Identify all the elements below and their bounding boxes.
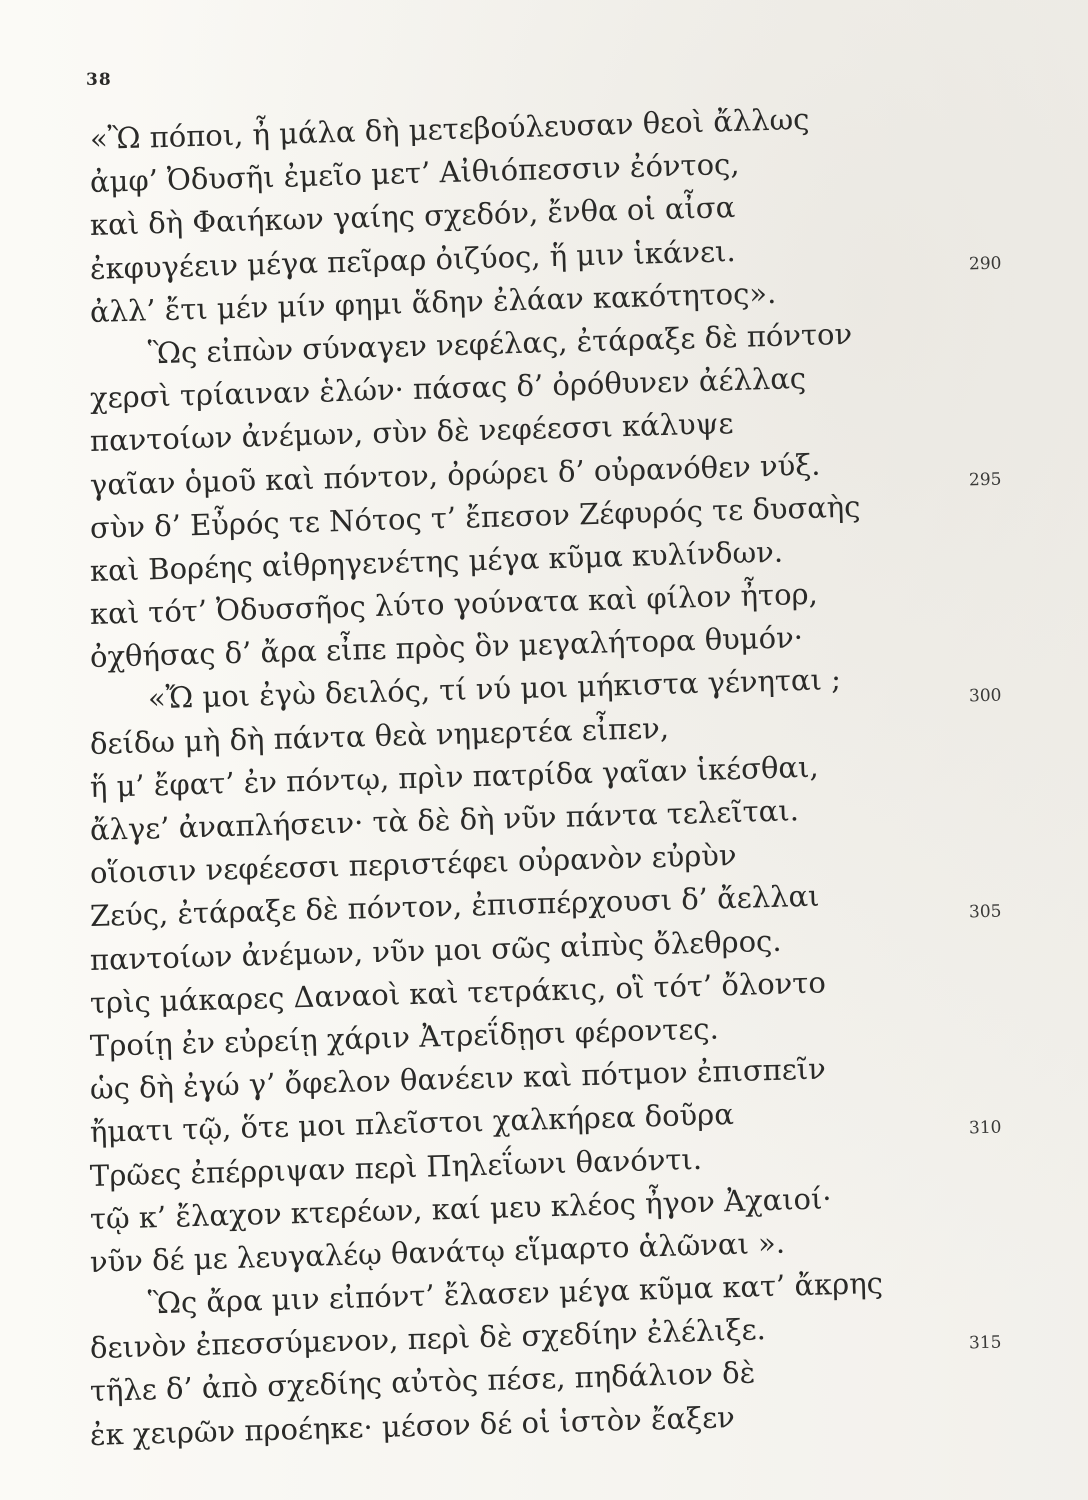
verse-text: Ὣς εἰπὼν σύναγεν νεφέλας, ἐτάραξε δὲ πόντον bbox=[147, 316, 853, 371]
verse-text: δεινὸν ἐπεσσύμενον, περὶ δὲ σχεδίην ἐλέλιξε. bbox=[89, 1312, 767, 1366]
verse-text: ἐκφυγέειν μέγα πεῖραρ ὀιζύος, ἥ μιν ἱκάνει. bbox=[89, 233, 737, 286]
verse-text: καὶ Βορέης αἰθρηγενέτης μέγα κῦμα κυλίνδων. bbox=[89, 534, 784, 588]
verse-text: «Ὤ μοι ἐγὼ δειλός, τί νύ μοι μήκιστα γένηται ; bbox=[147, 662, 842, 716]
verse-text: ὀχθήσας δ’ ἄρα εἶπε πρὸς ὃν μεγαλήτορα θυμόν· bbox=[89, 620, 804, 675]
verse-text: Ὣς ἄρα μιν εἰπόντ’ ἔλασεν μέγα κῦμα κατ’ ἄκρης bbox=[147, 1265, 884, 1321]
line-number: 310 bbox=[968, 1117, 1002, 1139]
verse-text: χερσὶ τρίαιναν ἑλών· πάσας δ’ ὀρόθυνεν ἀέλλας bbox=[89, 361, 807, 416]
verse-text: ἤματι τῷ, ὅτε μοι πλεῖστοι χαλκήρεα δοῦρα bbox=[89, 1097, 735, 1150]
verse-text: σὺν δ’ Εὖρός τε Νότος τ’ ἔπεσον Ζέφυρός τε δυσαὴς bbox=[89, 489, 861, 545]
line-number: 315 bbox=[968, 1333, 1002, 1355]
verse-text: ἥ μ’ ἔφατ’ ἐν πόντῳ, πρὶν πατρίδα γαῖαν ἱκέσθαι, bbox=[89, 749, 820, 804]
verse-text: παντοίων ἀνέμων, σὺν δὲ νεφέεσσι κάλυψε bbox=[89, 406, 734, 459]
verse-text: ἀλλ’ ἔτι μέν μίν φημι ἅδην ἐλάαν κακότητος». bbox=[89, 275, 777, 329]
verse-text: τρὶς μάκαρες Δαναοὶ καὶ τετράκις, οἳ τότ’ ὄλοντο bbox=[89, 965, 827, 1020]
verse-text: ἐκ χειρῶν προέηκε· μέσον δέ οἱ ἱστὸν ἔαξεν bbox=[89, 1399, 736, 1452]
line-number: 300 bbox=[968, 685, 1002, 707]
verse-text: οἵοισιν νεφέεσσι περιστέφει οὐρανὸν εὐρὺν bbox=[89, 838, 737, 891]
verse-text: Τροίῃ ἐν εὐρείῃ χάριν Ἀτρεΐδῃσι φέροντες. bbox=[89, 1011, 720, 1063]
verse-text: Ζεύς, ἐτάραξε δὲ πόντον, ἐπισπέρχουσι δ’ ἄελλαι bbox=[89, 879, 820, 934]
verse-text: «Ὢ πόποι, ἦ μάλα δὴ μετεβούλευσαν θεοὶ ἄλλως bbox=[89, 101, 810, 156]
line-number: 290 bbox=[968, 253, 1002, 275]
verse-text: ὡς δὴ ἐγώ γ’ ὄφελον θανέειν καὶ πότμον ἐπισπεῖν bbox=[89, 1051, 827, 1107]
verse-text: τῆλε δ’ ἀπὸ σχεδίης αὐτὸς πέσε, πηδάλιον δὲ bbox=[89, 1355, 756, 1409]
verse-text: ἄλγε’ ἀναπλήσειν· τὰ δὲ δὴ νῦν πάντα τελεῖται. bbox=[89, 793, 800, 847]
verse-text: καὶ δὴ Φαιήκων γαίης σχεδόν, ἔνθα οἱ αἶσα bbox=[89, 190, 736, 243]
verse-text: δείδω μὴ δὴ πάντα θεὰ νημερτέα εἶπεν, bbox=[89, 710, 670, 761]
verse-text: καὶ τότ’ Ὀδυσσῆος λύτο γούνατα καὶ φίλον ἦτορ, bbox=[89, 576, 819, 632]
verse-text: Τρῶες ἐπέρριψαν περὶ Πηλεΐωνι θανόντι. bbox=[89, 1141, 703, 1193]
verse-text: τῷ κ’ ἔλαχον κτερέων, καί μευ κλέος ἦγον Ἀχαιοί· bbox=[89, 1180, 833, 1236]
line-number: 305 bbox=[968, 901, 1002, 923]
verse-block bbox=[89, 101, 1010, 1457]
verse-text: ἀμφ’ Ὀδυσῆι ἐμεῖο μετ’ Αἰθιόπεσσιν ἐόντος, bbox=[89, 147, 740, 200]
verse-text: παντοίων ἀνέμων, νῦν μοι σῶς αἰπὺς ὄλεθρος. bbox=[89, 923, 782, 977]
line-number: 295 bbox=[968, 469, 1002, 491]
verse-text: νῦν δέ με λευγαλέῳ θανάτῳ εἵμαρτο ἁλῶναι ». bbox=[89, 1225, 786, 1279]
page-number: 38 bbox=[86, 70, 112, 90]
verse-text: γαῖαν ὁμοῦ καὶ πόντον, ὀρώρει δ’ οὐρανόθεν νύξ. bbox=[89, 447, 821, 502]
